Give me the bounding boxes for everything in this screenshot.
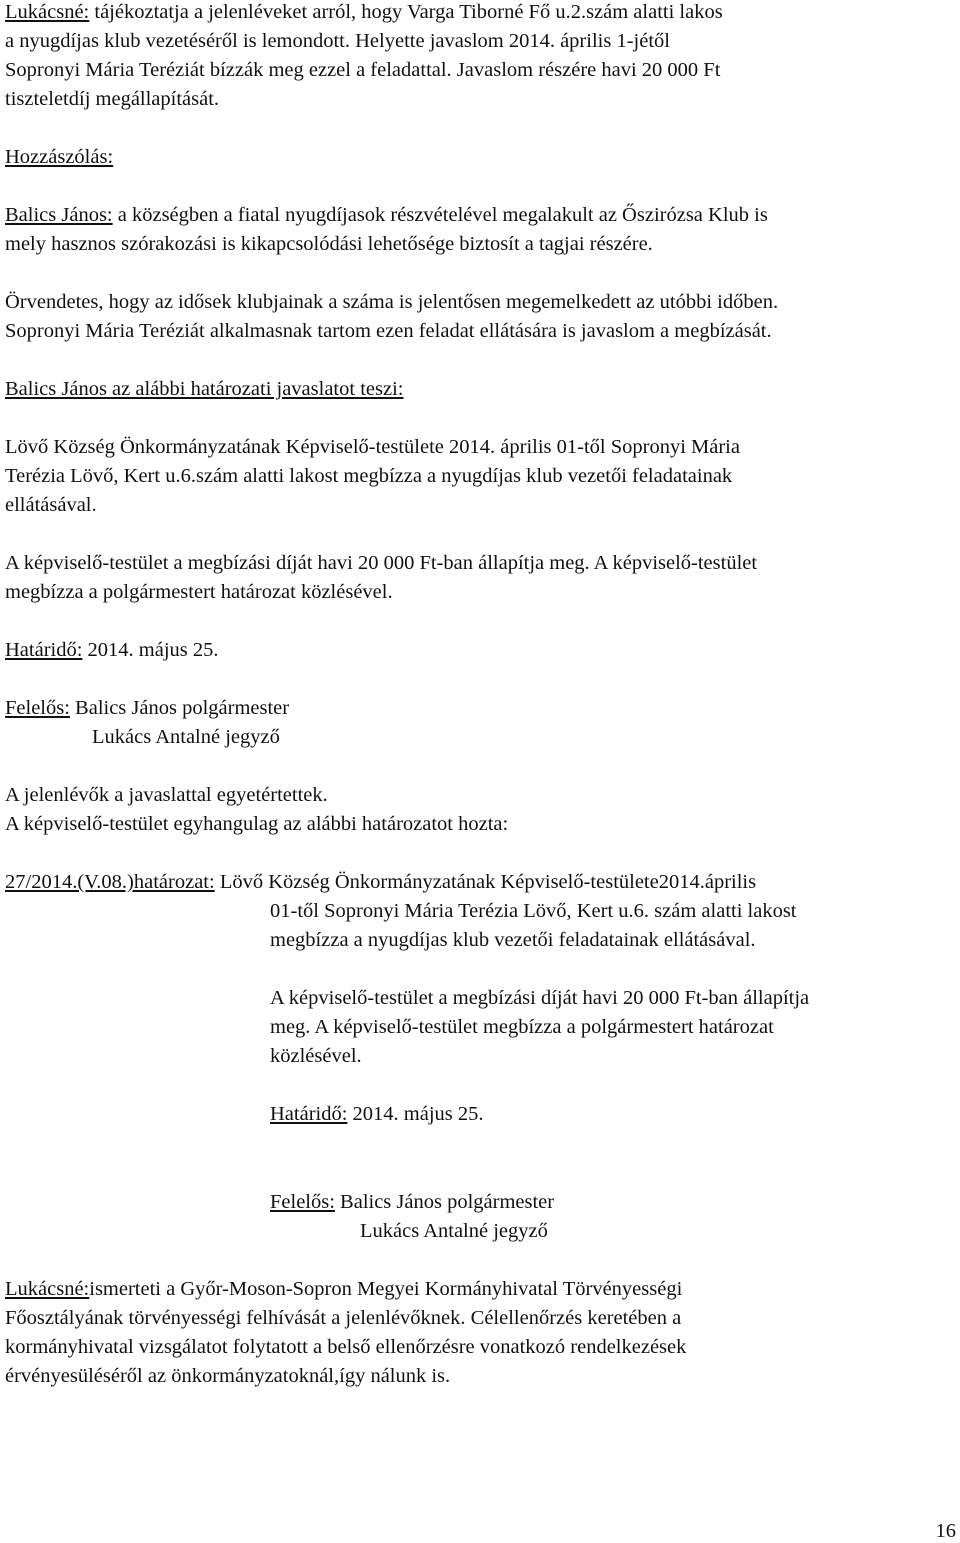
resolution-line-5: meg. A képviselő-testület megbízza a polgármestert határozat xyxy=(270,1016,774,1038)
paragraph-lukacsne-line-2: a nyugdíjas klub vezetéséről is lemondott. Helyette javaslom 2014. április 1-jétől xyxy=(5,30,670,52)
paragraph-lukacsne-line-1: Lukácsné: tájékoztatja a jelenléveket arról, hogy Varga Tiborné Fő u.2.szám alatti lakos xyxy=(5,1,723,23)
resolution-line-3: megbízza a nyugdíjas klub vezetői feladatainak ellátásával. xyxy=(270,929,756,951)
proposal-line-1: Lövő Község Önkormányzatának Képviselő-testülete 2014. április 01-től Sopronyi Mária xyxy=(5,436,740,458)
paragraph-lukacsne2-line-1: Lukácsné:ismerteti a Győr-Moson-Sopron Megyei Kormányhivatal Törvényességi xyxy=(5,1278,683,1300)
responsible-label: Felelős: xyxy=(5,697,70,719)
deadline-label: Határidő: xyxy=(5,639,83,661)
paragraph-balics-line-1: Balics János: a községben a fiatal nyugdíjasok részvételével megalakult az Őszirózsa Klub is xyxy=(5,204,768,226)
paragraph-balics-line-2: mely hasznos szórakozási is kikapcsolódási lehetősége biztosít a tagjai részére. xyxy=(5,233,653,255)
resolution-line-4: A képviselő-testület a megbízási díját havi 20 000 Ft-ban állapítja xyxy=(270,987,810,1009)
deadline-value: 2014. május 25. xyxy=(347,1103,484,1125)
responsible-label: Felelős: xyxy=(270,1191,335,1213)
paragraph-lukacsne2-line-3: kormányhivatal vizsgálatot folytatott a belső ellenőrzésre vonatkozó rendelkezések xyxy=(5,1336,687,1358)
speaker-label: Balics János: xyxy=(5,204,113,226)
responsible-line-1: Felelős: Balics János polgármester xyxy=(5,697,290,719)
resolution-responsible-line-1: Felelős: Balics János polgármester xyxy=(270,1191,555,1213)
agreement-line-1: A jelenlévők a javaslattal egyetértettek. xyxy=(5,784,328,806)
deadline-value: 2014. május 25. xyxy=(82,639,219,661)
resolution-line-2: 01-től Sopronyi Mária Terézia Lövő, Kert u.6. szám alatti lakost xyxy=(270,900,797,922)
section-heading-hozzaszolas: Hozzászólás: xyxy=(5,146,114,168)
speaker-label: Lukácsné: xyxy=(5,1278,90,1300)
proposal-heading: Balics János az alábbi határozati javaslatot teszi: xyxy=(5,378,404,400)
resolution-line-6: közlésével. xyxy=(270,1045,362,1067)
resolution-number: 27/2014.(V.08.)határozat: xyxy=(5,871,215,893)
paragraph-orvendetes-line-2: Sopronyi Mária Teréziát alkalmasnak tartom ezen feladat ellátására is javaslom a megbízását. xyxy=(5,320,772,342)
proposal-fee-line-1: A képviselő-testület a megbízási díját havi 20 000 Ft-ban állapítja meg. A képviselő-testület xyxy=(5,552,758,574)
paragraph-lukacsne-line-3: Sopronyi Mária Teréziát bízzák meg ezzel a feladattal. Javaslom részére havi 20 000 Ft xyxy=(5,59,721,81)
resolution-responsible-line-2: Lukács Antalné jegyző xyxy=(360,1220,548,1242)
paragraph-lukacsne-line-4: tiszteletdíj megállapítását. xyxy=(5,88,220,110)
deadline-label: Határidő: xyxy=(270,1103,348,1125)
deadline-line xyxy=(5,638,219,662)
page-number: 16 xyxy=(935,1520,956,1542)
proposal-line-2: Terézia Lövő, Kert u.6.szám alatti lakost megbízza a nyugdíjas klub vezetői feladatainak xyxy=(5,465,733,487)
resolution-deadline-line xyxy=(270,1102,484,1126)
proposal-line-3: ellátásával. xyxy=(5,494,97,516)
paragraph-lukacsne2-line-4: érvényesüléséről az önkormányzatoknál,így nálunk is. xyxy=(5,1365,451,1387)
agreement-line-2: A képviselő-testület egyhangulag az alábbi határozatot hozta: xyxy=(5,813,509,835)
speaker-label: Lukácsné: xyxy=(5,1,90,23)
responsible-line-2: Lukács Antalné jegyző xyxy=(92,726,280,748)
paragraph-orvendetes-line-1: Örvendetes, hogy az idősek klubjainak a száma is jelentősen megemelkedett az utóbbi időben. xyxy=(5,291,779,313)
resolution-line-1: 27/2014.(V.08.)határozat: Lövő Község Önkormányzatának Képviselő-testülete2014.április xyxy=(5,871,757,893)
paragraph-lukacsne2-line-2: Főosztályának törvényességi felhívását a jelenlévőknek. Célellenőrzés keretében a xyxy=(5,1307,682,1329)
proposal-fee-line-2: megbízza a polgármestert határozat közlésével. xyxy=(5,581,393,603)
